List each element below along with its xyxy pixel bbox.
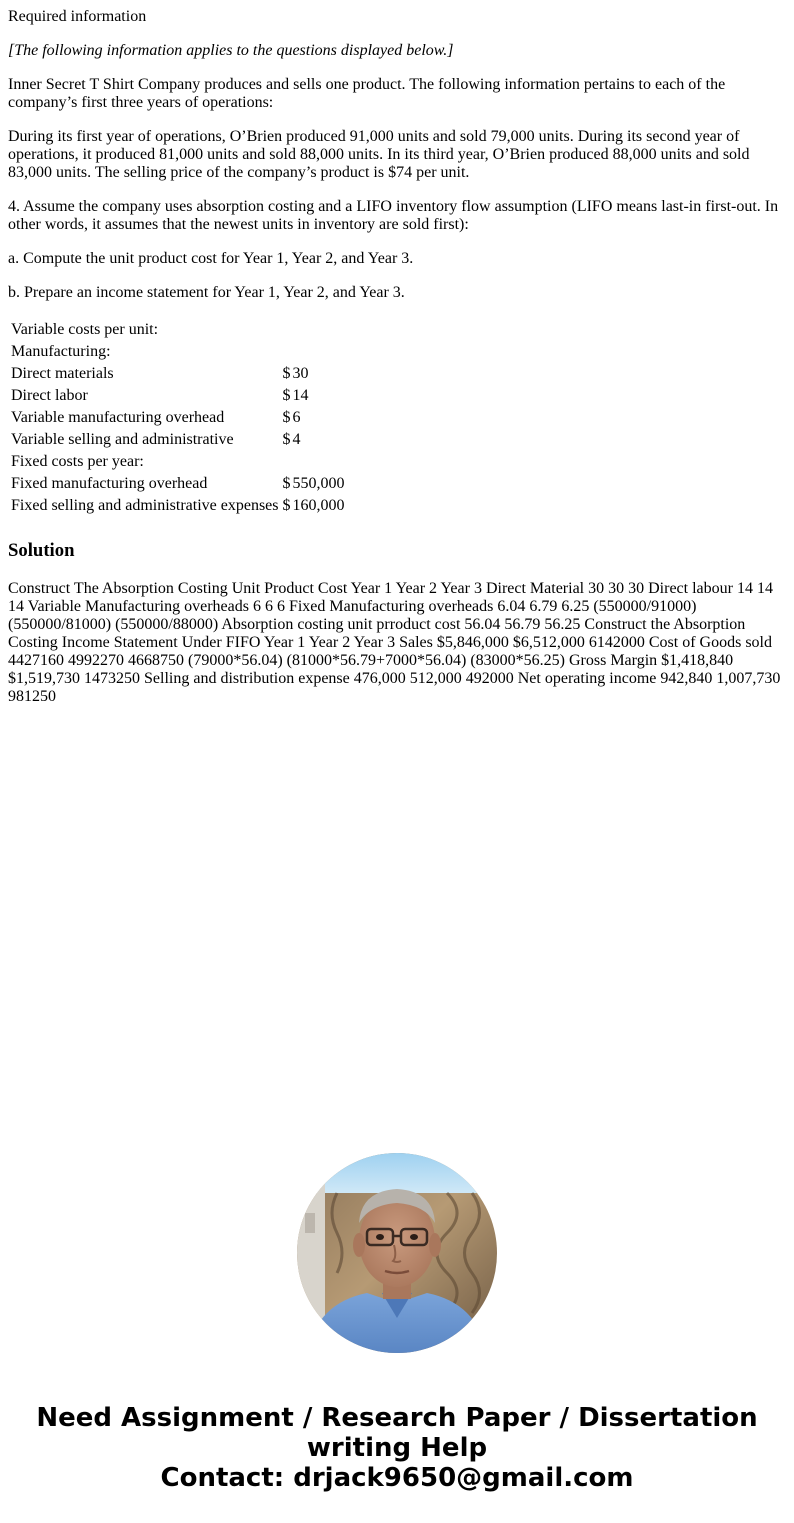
solution-heading: Solution (8, 540, 75, 561)
cost-label: Direct labor (11, 387, 88, 404)
intro-paragraph: Inner Secret T Shirt Company produces and sells one product. The following information pertains to each of the company’s first three years of operations: (8, 76, 726, 111)
cost-value: 550,000 (292, 475, 345, 492)
cost-currency: $ (282, 475, 291, 492)
table-row (10, 474, 346, 494)
cost-currency: $ (282, 365, 291, 382)
cost-value: 4 (292, 431, 301, 448)
part-b-text: b. Prepare an income statement for Year 1, Year 2, and Year 3. (8, 284, 405, 301)
cost-label: Variable manufacturing overhead (11, 409, 225, 426)
document-body (8, 0, 786, 722)
cost-value (293, 452, 346, 472)
cost-table (8, 318, 348, 518)
cost-label: Direct materials (11, 365, 114, 382)
cost-value: 6 (292, 409, 301, 426)
cost-label: Variable selling and administrative (11, 431, 234, 448)
cost-value (293, 342, 346, 362)
cost-label: Variable costs per unit: (11, 321, 159, 338)
author-photo (297, 1153, 497, 1353)
table-row (10, 364, 346, 384)
author-photo-image (297, 1153, 497, 1353)
cost-currency: $ (282, 409, 291, 426)
cost-label: Fixed selling and administrative expenses (11, 497, 279, 514)
cost-value: 160,000 (292, 497, 345, 514)
part-a-text: a. Compute the unit product cost for Year 1, Year 2, and Year 3. (8, 250, 414, 267)
table-row (10, 342, 346, 362)
cost-label: Manufacturing: (11, 343, 111, 360)
promo-line-2: writing Help (306, 1433, 488, 1463)
table-row (10, 452, 346, 472)
promo-banner (0, 1403, 794, 1493)
applies-note: [The following information applies to the questions displayed below.] (8, 42, 454, 59)
table-row (10, 386, 346, 406)
cost-currency: $ (282, 431, 291, 448)
operations-paragraph: During its first year of operations, O’Brien produced 91,000 units and sold 79,000 units. During its second year of operations, it produced 81,000 units and sold 88,000 units. In its third year, O’Brien produced 88,000 units and sold 83,000 units. The selling price of the company’s product is $74 per unit. (8, 128, 750, 181)
cost-currency (282, 452, 291, 472)
required-information-label: Required information (8, 8, 147, 25)
cost-currency (282, 320, 291, 340)
table-row (10, 408, 346, 428)
table-row (10, 320, 346, 340)
table-row (10, 496, 346, 516)
promo-line-1: Need Assignment / Research Paper / Dissertation (36, 1403, 758, 1433)
cost-value (293, 320, 346, 340)
cost-label: Fixed manufacturing overhead (11, 475, 208, 492)
cost-currency (282, 342, 291, 362)
solution-text: Construct The Absorption Costing Unit Product Cost Year 1 Year 2 Year 3 Direct Material 30 30 30 Direct labour 14 14 14 Variable Manufacturing overheads 6 6 6 Fixed Manufacturing overheads 6.04 6.79 6.25 (550000/91000) (550000/81000) (550000/88000) Absorption costing unit prroduct cost 56.04 56.79 56.25 Construct the Absorption Costing Income Statement Under FIFO Year 1 Year 2 Year 3 Sales $5,846,000 $6,512,000 6142000 Cost of Goods sold 4427160 4992270 4668750 (79000*56.04) (81000*56.79+7000*56.04) (83000*56.25) Gross Margin $1,418,840 $1,519,730 1473250 Selling and distribution expense 476,000 512,000 492000 Net operating income 942,840 1,007,730 981250 (8, 580, 781, 705)
promo-contact: Contact: drjack9650@gmail.com (160, 1463, 634, 1493)
cost-currency: $ (282, 497, 291, 514)
cost-label: Fixed costs per year: (11, 453, 144, 470)
table-row (10, 430, 346, 450)
question-paragraph: 4. Assume the company uses absorption costing and a LIFO inventory flow assumption (LIFO means last-in first-out. In other words, it assumes that the newest units in inventory are sold first): (8, 198, 779, 233)
cost-currency: $ (282, 387, 291, 404)
cost-value: 14 (292, 387, 309, 404)
cost-value: 30 (292, 365, 309, 382)
